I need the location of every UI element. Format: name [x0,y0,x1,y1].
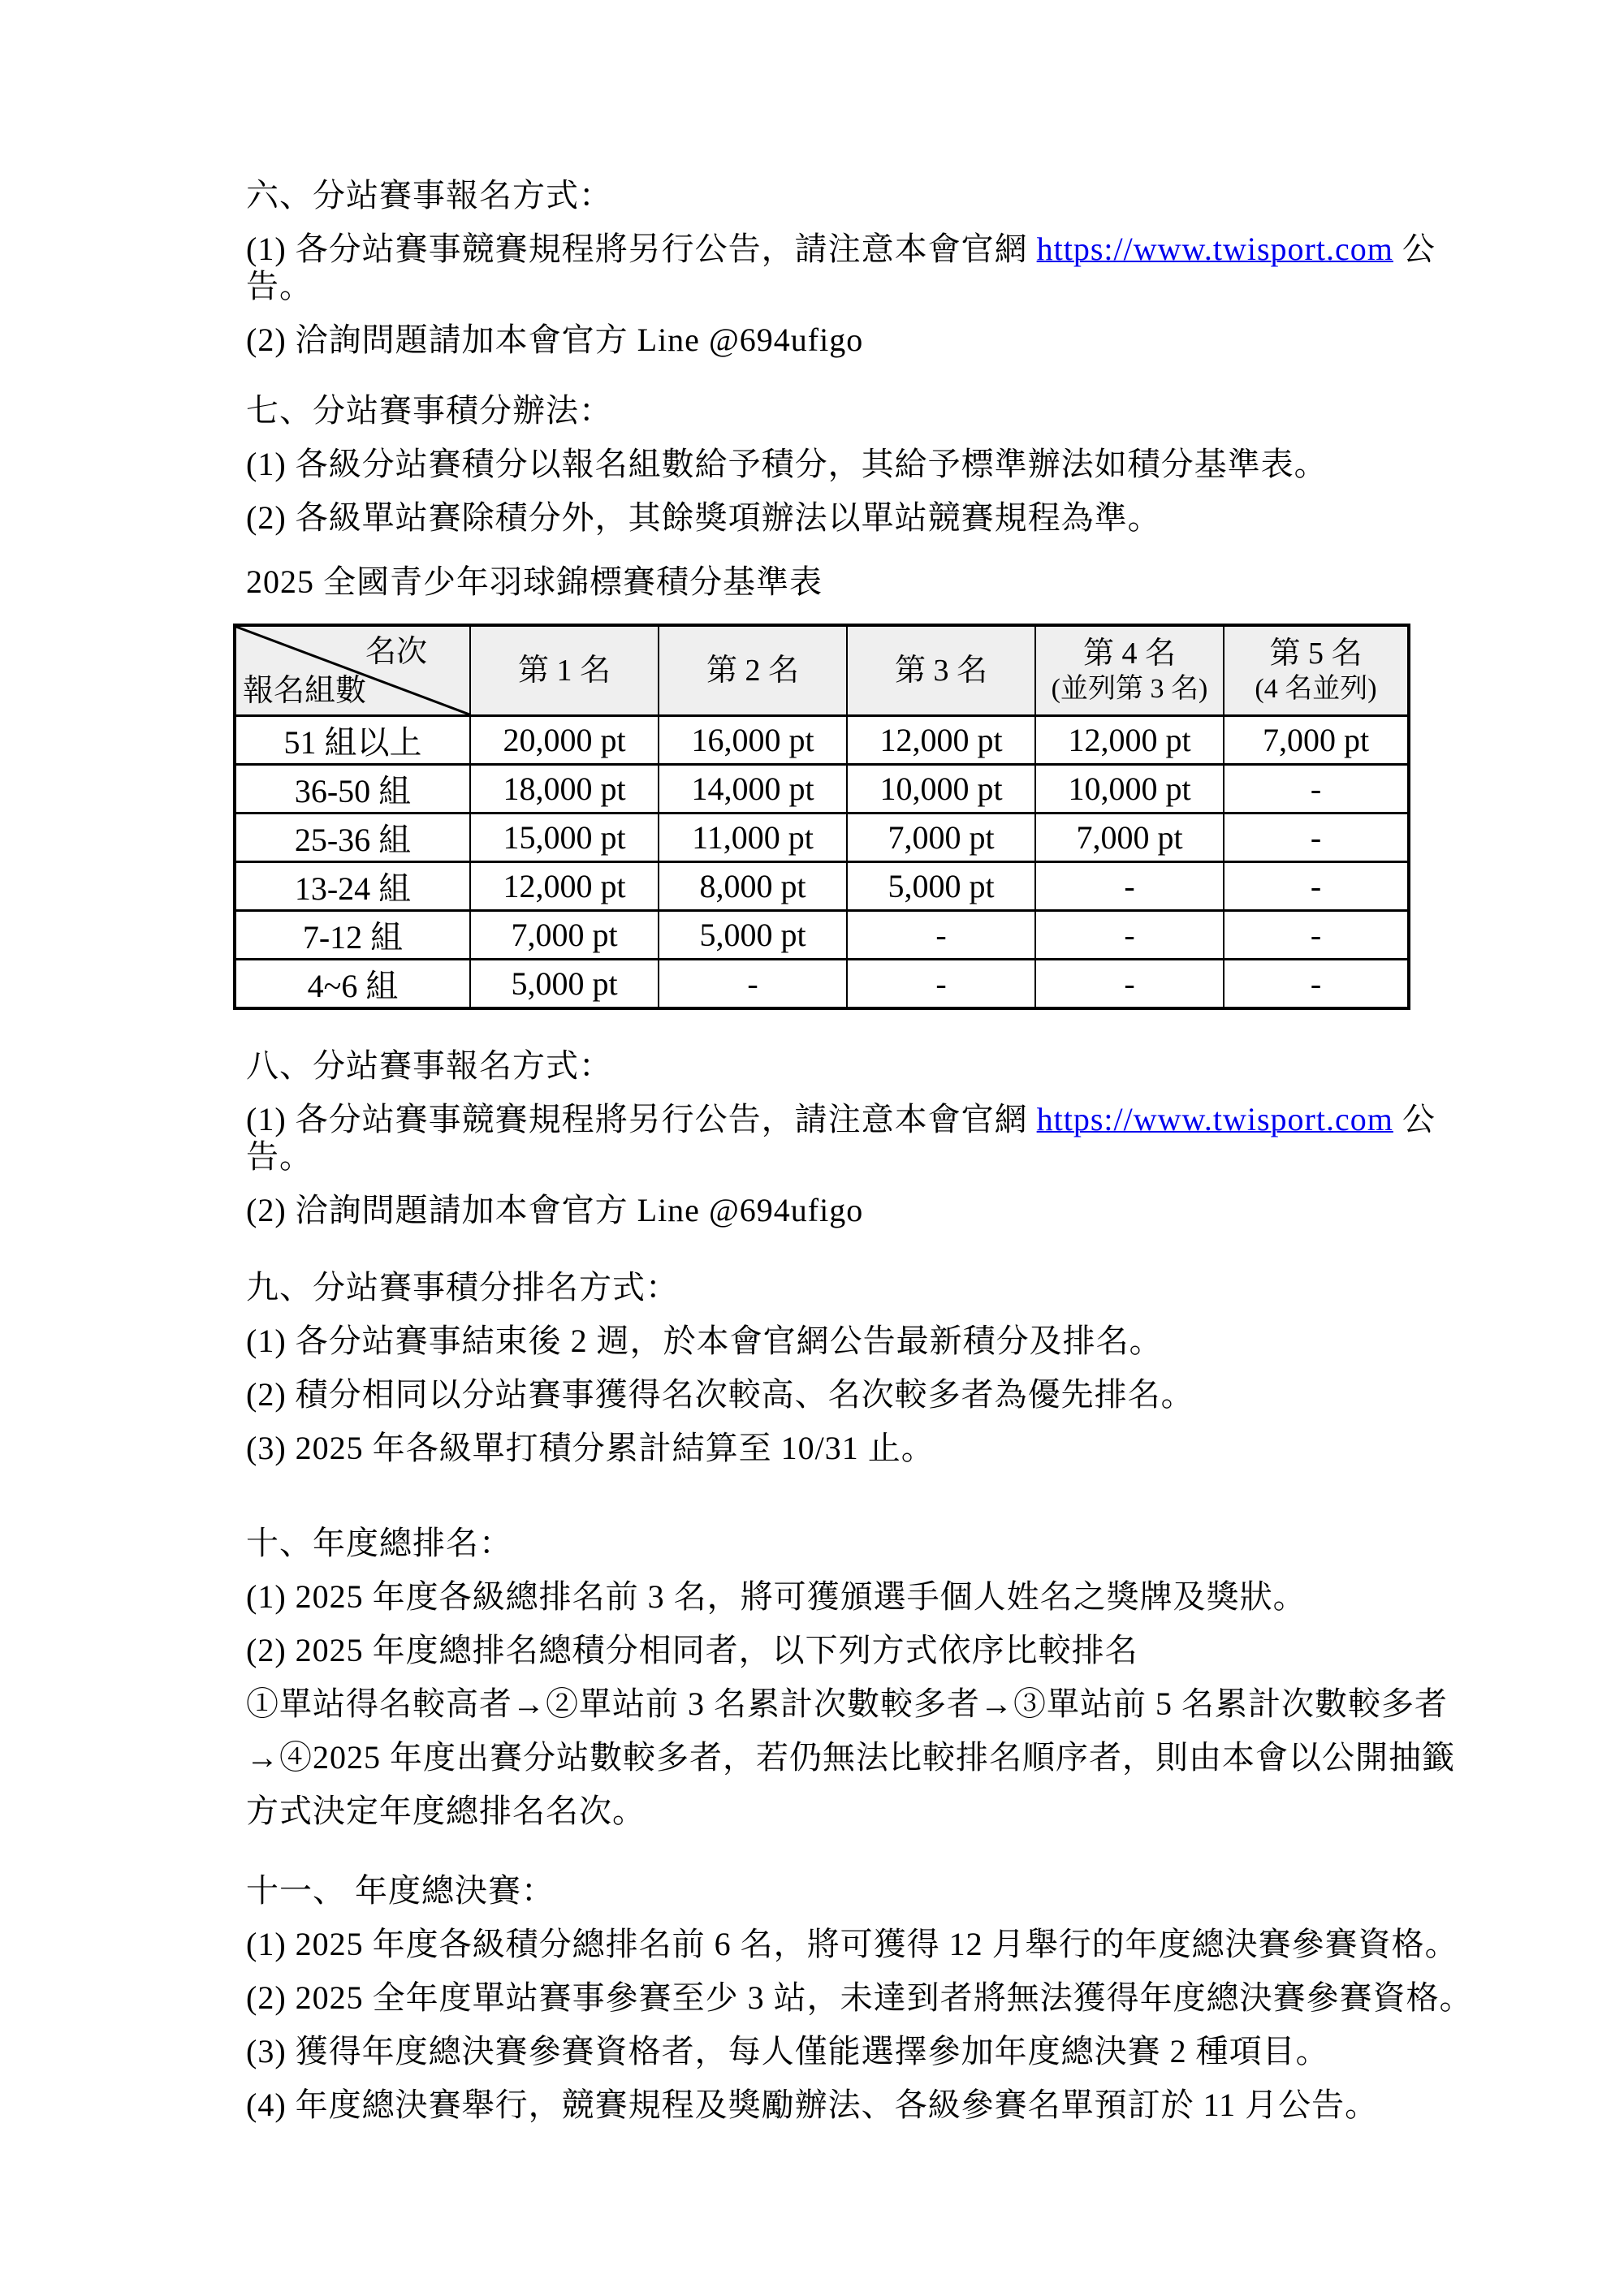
table-cell: 18,000 pt [470,765,659,814]
table-cell: 20,000 pt [470,716,659,765]
table-cell: 12,000 pt [1035,716,1224,765]
table-cell: 5,000 pt [470,960,659,1009]
corner-label-groups: 報名組數 [243,674,367,708]
table-row [235,814,1409,862]
section-11-item-1: (1) 2025 年度各級積分總排名前 6 名，將可獲得 12 月舉行的年度總決賽參賽資格。 [246,1926,1458,1962]
section-7-heading: 七、分站賽事積分辦法： [246,392,612,429]
row-label: 7-12 組 [235,911,470,960]
table-row [235,911,1409,960]
header-cell-3rd: 第 3 名 [847,625,1035,716]
table-cell: 5,000 pt [847,862,1035,911]
row-label: 51 組以上 [235,716,470,765]
table-cell: 5,000 pt [659,911,847,960]
section-11 [246,1872,1497,2140]
section-11-item-3: (3) 獲得年度總決賽參賽資格者，每人僅能選擇參加年度總決賽 2 種項目。 [246,2033,1329,2069]
table-row [235,765,1409,814]
table-title: 2025 全國青少年羽球錦標賽積分基準表 [246,563,823,600]
table-cell: - [659,960,847,1009]
section-6 [246,177,1497,375]
row-label: 25-36 組 [235,814,470,862]
section-11-item-2: (2) 2025 全年度單站賽事參賽至少 3 站，未達到者將無法獲得年度總決賽參賽資格。 [246,1979,1473,2016]
table-row [235,716,1409,765]
corner-cell [235,625,470,716]
section-9 [246,1269,1497,1483]
header-cell-1st: 第 1 名 [470,625,659,716]
table-cell: 7,000 pt [1035,814,1224,862]
header-cell-5th: 第 5 名 (4 名並列) [1224,625,1409,716]
section-10-subitem-2: →④2025 年度出賽分站數較多者，若仍無法比較排名順序者，則由本會以公開抽籤 [246,1739,1455,1776]
table-cell: - [847,960,1035,1009]
table-cell: 7,000 pt [470,911,659,960]
section-10-subitem-1: ①單站得名較高者→②單站前 3 名累計次數較多者→③單站前 5 名累計次數較多者 [246,1685,1448,1722]
table-cell: - [1035,862,1224,911]
table-cell: 14,000 pt [659,765,847,814]
table-cell: - [1224,960,1409,1009]
section-9-item-3: (3) 2025 年各級單打積分累計結算至 10/31 止。 [246,1430,935,1466]
section-9-item-2: (2) 積分相同以分站賽事獲得名次較高、名次較多者為優先排名。 [246,1376,1194,1413]
row-label: 36-50 組 [235,765,470,814]
table-cell: 10,000 pt [1035,765,1224,814]
row-label: 4~6 組 [235,960,470,1009]
item-text: (1) 各分站賽事競賽規程將另行公告，請注意本會官網 [246,231,1037,267]
table-cell: 10,000 pt [847,765,1035,814]
table-cell: 11,000 pt [659,814,847,862]
section-7 [246,392,1497,553]
table-cell: - [1224,765,1409,814]
table-cell: - [1224,814,1409,862]
section-9-item-1: (1) 各分站賽事結束後 2 週，於本會官網公告最新積分及排名。 [246,1323,1163,1359]
table-cell: 7,000 pt [847,814,1035,862]
section-8-heading: 八、分站賽事報名方式： [246,1047,612,1084]
item-text: (1) 各分站賽事競賽規程將另行公告，請注意本會官網 [246,1101,1037,1137]
item-text: 公告。 [246,1101,1436,1175]
header-cell-2nd: 第 2 名 [659,625,847,716]
section-7-item-1: (1) 各級分站賽積分以報名組數給予積分，其給予標準辦法如積分基準表。 [246,446,1328,482]
section-8-item-1 [246,1101,1497,1176]
table-cell: 16,000 pt [659,716,847,765]
table-cell: - [847,911,1035,960]
section-6-heading: 六、分站賽事報名方式： [246,177,612,214]
header-cell-4th: 第 4 名 (並列第 3 名) [1035,625,1224,716]
section-10-item-2: (2) 2025 年度總排名總積分相同者，以下列方式依序比較排名 [246,1632,1138,1668]
section-10-heading: 十、年度總排名： [246,1525,512,1561]
table-cell: - [1035,911,1224,960]
table-cell: 15,000 pt [470,814,659,862]
section-6-item-1 [246,231,1497,305]
section-11-heading: 十一、 年度總決賽： [246,1872,555,1909]
section-6-item-2: (2) 洽詢問題請加本會官方 Line @694ufigo [246,322,864,358]
table-cell: - [1224,911,1409,960]
table-row [235,960,1409,1009]
section-11-item-4: (4) 年度總決賽舉行，競賽規程及獎勵辦法、各級參賽名單預訂於 11 月公告。 [246,2087,1379,2123]
twisport-link-2[interactable]: https://www.twisport.com [1036,1101,1393,1137]
table-cell: - [1224,862,1409,911]
section-10 [246,1525,1497,1846]
points-table [233,624,1410,1010]
row-label: 13-24 組 [235,862,470,911]
section-8-item-2: (2) 洽詢問題請加本會官方 Line @694ufigo [246,1192,864,1228]
section-7-item-2: (2) 各級單站賽除積分外，其餘獎項辦法以單站競賽規程為準。 [246,499,1161,536]
table-cell: 12,000 pt [470,862,659,911]
section-10-subitem-3: 方式決定年度總排名名次。 [246,1793,646,1829]
table-cell: 7,000 pt [1224,716,1409,765]
table-row [235,862,1409,911]
section-8 [246,1047,1497,1245]
corner-label-rank: 名次 [365,635,427,669]
section-10-item-1: (1) 2025 年度各級總排名前 3 名，將可獲頒選手個人姓名之獎牌及獎狀。 [246,1578,1307,1615]
item-text: 公告。 [246,231,1436,304]
section-9-heading: 九、分站賽事積分排名方式： [246,1269,679,1306]
table-cell: 8,000 pt [659,862,847,911]
twisport-link-1[interactable]: https://www.twisport.com [1036,231,1393,267]
table-cell: 12,000 pt [847,716,1035,765]
table-cell: - [1035,960,1224,1009]
table-header-row [235,625,1409,716]
